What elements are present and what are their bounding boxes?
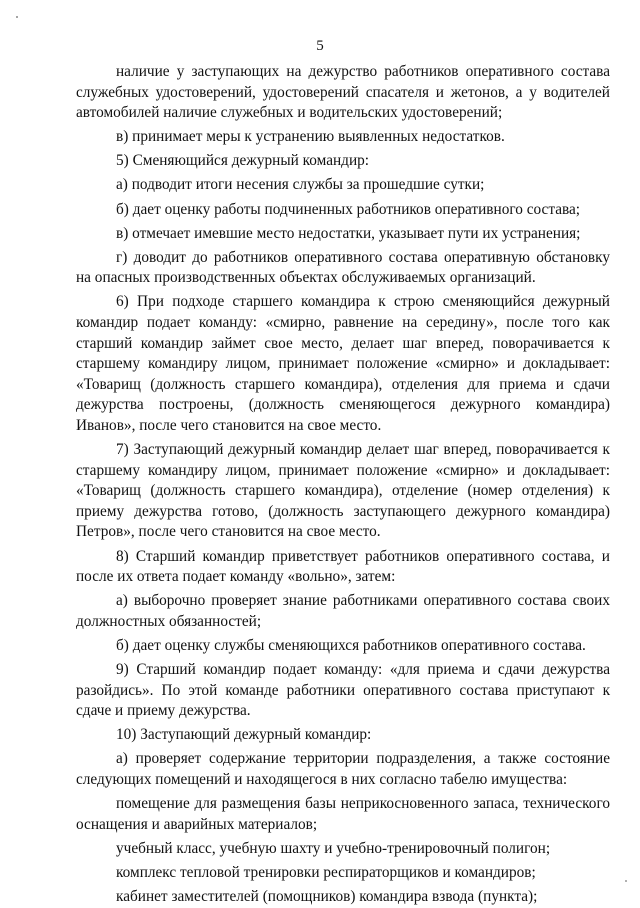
paragraph: в) отмечает имевшие место недостатки, указывает пути их устранения; bbox=[116, 224, 581, 242]
scan-speck bbox=[16, 16, 18, 18]
paragraph: а) подводит итоги несения службы за прошедшие сутки; bbox=[116, 176, 485, 194]
paragraph: в) принимает меры к устранению выявленных недостатков. bbox=[116, 128, 505, 146]
paragraph: 6) При подходе старшего командира к строю сменяющийся дежурный командир подает команду: «смирно, равнение на середину», после того как старший командир займет свое место, делает шаг вперед, поворачивается к старшему командиру лицом, принимает положение «смирно» и докладывает: «Товарищ (должность старшего командира), отделения для приема и сдачи дежурства построены, (должность сменяющегося дежурного командира) Иванов», после чего становится на свое место. bbox=[76, 293, 610, 434]
scan-speck bbox=[625, 880, 627, 882]
paragraph: г) доводит до работников оперативного состава оперативную обстановку на опасных производственных объектах обслуживаемых организаций. bbox=[76, 248, 610, 287]
paragraph: помещение для размещения базы неприкосновенного запаса, технического оснащения и аварийных материалов; bbox=[76, 795, 610, 833]
page-number: 5 bbox=[316, 38, 324, 54]
paragraph: 10) Заступающий дежурный командир: bbox=[116, 726, 372, 744]
paragraph: наличие у заступающих на дежурство работников оперативного состава служебных удостоверений, удостоверений спасателя и жетонов, а у водителей автомобилей наличие служебных и водительских удостоверений; bbox=[76, 63, 610, 122]
paragraph: 9) Старший командир подает команду: «для приема и сдачи дежурства разойдись». По этой команде работники оперативного состава приступают к сдаче и приему дежурства. bbox=[76, 661, 610, 720]
paragraph: а) проверяет содержание территории подразделения, а также состояние следующих помещений и находящегося в них согласно табелю имущества: bbox=[76, 750, 610, 788]
paragraph: 8) Старший командир приветствует работников оперативного состава, и после их ответа подает команду «вольно», затем: bbox=[76, 547, 610, 586]
paragraph: б) дает оценку работы подчиненных работников оперативного состава; bbox=[116, 200, 581, 218]
paragraph: учебный класс, учебную шахту и учебно-тренировочный полигон; bbox=[116, 839, 551, 857]
paragraph: кабинет заместителей (помощников) командира взвода (пункта); bbox=[116, 887, 538, 905]
paragraph: а) выборочно проверяет знание работниками оперативного состава своих должностных обязанностей; bbox=[76, 592, 610, 630]
paragraph: 7) Заступающий дежурный командир делает шаг вперед, поворачивается к старшему командиру лицом, принимает положение «смирно» и докладывает: «Товарищ (должность старшего командира), отделение (номер отделения) к приему дежурства готово, (должность заступающего дежурного командира) Петров», после чего становится на свое место. bbox=[76, 441, 610, 541]
paragraph: 5) Сменяющийся дежурный командир: bbox=[116, 152, 370, 170]
document-body bbox=[76, 62, 610, 908]
paragraph: б) дает оценку службы сменяющихся работников оперативного состава. bbox=[116, 636, 586, 654]
paragraph: комплекс тепловой тренировки респираторщиков и командиров; bbox=[116, 863, 536, 881]
